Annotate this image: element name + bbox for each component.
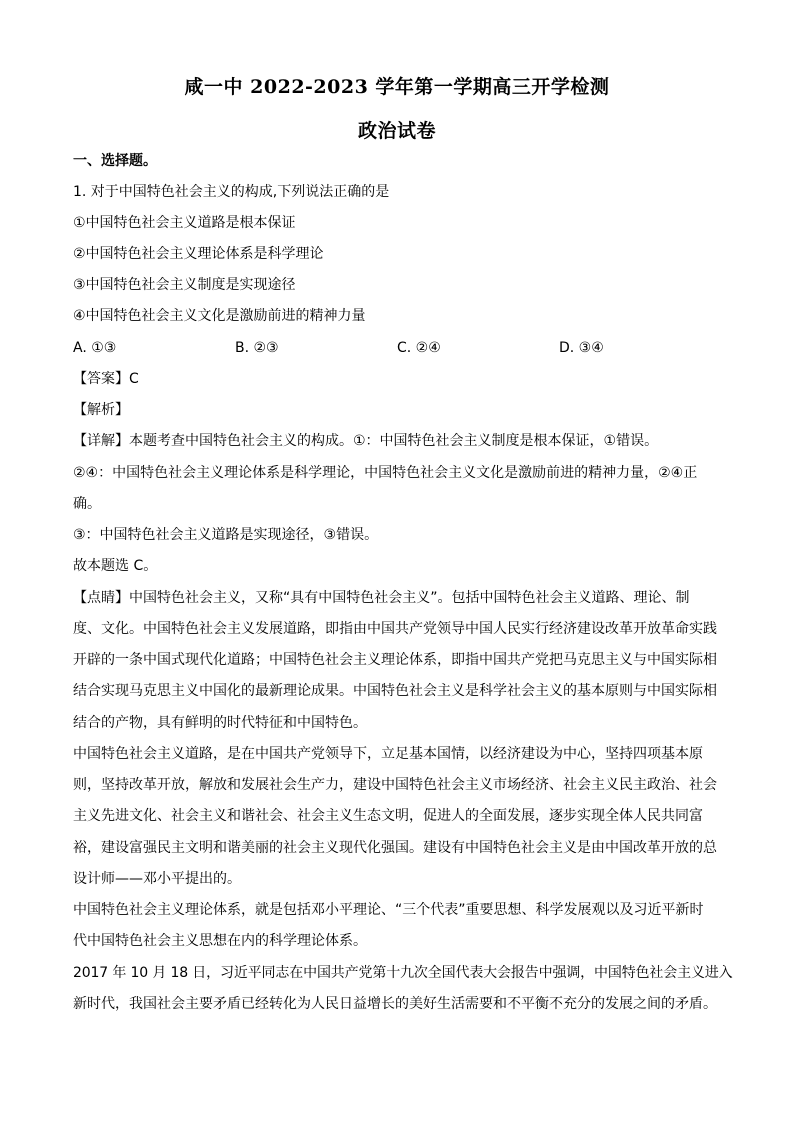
answer-value: C (129, 371, 139, 387)
point-line: 新时代，我国社会主要矛盾已经转化为人民日益增长的美好生活需要和不平衡不充分的发展之间的矛盾。 (73, 996, 717, 1012)
option-d: D. ③④ (559, 340, 604, 356)
point-line: 代中国特色社会主义思想在内的科学理论体系。 (73, 933, 367, 949)
question-stem: 1. 对于中国特色社会主义的构成,下列说法正确的是 (73, 184, 390, 200)
detail-line: 故本题选 C。 (73, 558, 158, 574)
section-heading: 一、选择题。 (73, 153, 157, 169)
point-line: 2017 年 10 月 18 日，习近平同志在中国共产党第十九次全国代表大会报告中强调，中国特色社会主义进入 (73, 965, 733, 981)
question-item: ④中国特色社会主义文化是激励前进的精神力量 (73, 308, 366, 324)
point-line: 结合的产物，具有鲜明的时代特征和中国特色。 (73, 715, 367, 731)
exam-subtitle: 政治试卷 (357, 120, 436, 142)
point-line: 则，坚持改革开放，解放和发展社会生产力，建设中国特色社会主义市场经济、社会主义民主政治、社会 (73, 777, 717, 793)
question-item: ③中国特色社会主义制度是实现途径 (73, 277, 296, 293)
point-line: 主义先进文化、社会主义和谐社会、社会主义生态文明，促进人的全面发展，逐步实现全体人民共同富 (73, 808, 703, 824)
exam-title: 咸一中 2022-2023 学年第一学期高三开学检测 (184, 76, 610, 98)
point-line: 中国特色社会主义理论体系，就是包括邓小平理论、“三个代表”重要思想、科学发展观以及习近平新时 (73, 902, 704, 918)
detail-line: 【详解】本题考查中国特色社会主义的构成。①：中国特色社会主义制度是根本保证，①错误。 (73, 433, 659, 449)
point-line: 度、文化。中国特色社会主义发展道路，即指由中国共产党领导中国人民实行经济建设改革开放革命实践 (73, 621, 717, 637)
point-line: 【点睛】中国特色社会主义，又称“具有中国特色社会主义”。包括中国特色社会主义道路、理论、制 (73, 590, 690, 606)
analysis-label: 【解析】 (73, 402, 129, 418)
answer-line (73, 370, 139, 388)
answer-options (73, 339, 733, 357)
detail-line: ③：中国特色社会主义道路是实现途径，③错误。 (73, 527, 379, 543)
option-a: A. ①③ (73, 340, 117, 356)
answer-label: 【答案】 (73, 371, 129, 387)
detail-line: 确。 (73, 496, 101, 512)
question-item: ①中国特色社会主义道路是根本保证 (73, 215, 296, 231)
option-b: B. ②③ (235, 340, 279, 356)
point-line: 设计师——邓小平提出的。 (73, 871, 241, 887)
point-line: 中国特色社会主义道路，是在中国共产党领导下，立足基本国情，以经济建设为中心，坚持四项基本原 (73, 746, 703, 762)
point-line: 结合实现马克思主义中国化的最新理论成果。中国特色社会主义是科学社会主义的基本原则与中国实际相 (73, 683, 717, 699)
option-c: C. ②④ (397, 340, 441, 356)
detail-line: ②④：中国特色社会主义理论体系是科学理论，中国特色社会主义文化是激励前进的精神力量，②④正 (73, 465, 698, 481)
point-line: 裕，建设富强民主文明和谐美丽的社会主义现代化强国。建设有中国特色社会主义是由中国改革开放的总 (73, 840, 717, 856)
point-line: 开辟的一条中国式现代化道路；中国特色社会主义理论体系，即指中国共产党把马克思主义与中国实际相 (73, 652, 717, 668)
question-item: ②中国特色社会主义理论体系是科学理论 (73, 246, 324, 262)
